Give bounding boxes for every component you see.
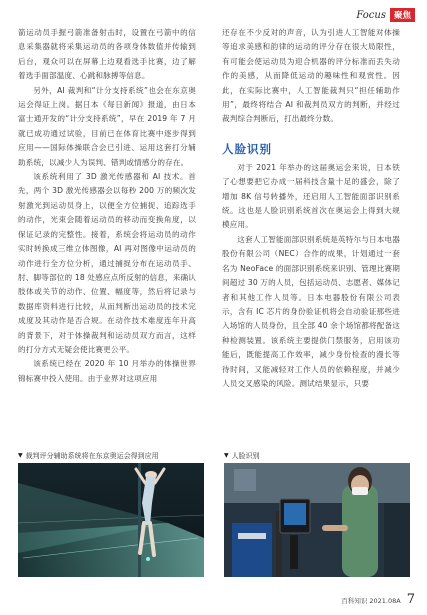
page-footer bbox=[341, 592, 415, 607]
triangle-marker-icon: ▼ bbox=[224, 452, 229, 459]
paragraph: 箭运动员手握弓箭准备射击时，设置在弓箭中的信息采集器就将采集运动员的各项身体数值并传输到后台，观众可以在屏幕上边观看选手比赛，边了解着选手面部温度、心跳和脉搏等信息。 bbox=[18, 28, 196, 81]
figure-gymnastics bbox=[18, 450, 204, 577]
figure-caption: ▼ 裁判评分辅助系统将在东京奥运会得到应用 bbox=[18, 451, 159, 460]
paragraph: 对于 2021 年举办的这届奥运会来说，日本铁了心想要把它办成一届科技含量十足的盛会，除了增加 8K 信号转播外，还启用人工智能面部识别系统。这也是人脸识别系统首次在奥运会上得到大规模应用。 bbox=[222, 162, 400, 230]
figure-face-recognition bbox=[224, 450, 410, 577]
left-column bbox=[18, 26, 196, 386]
right-column bbox=[222, 26, 400, 391]
triangle-marker-icon: ▼ bbox=[18, 452, 23, 459]
gymnast-laser-photo bbox=[18, 463, 204, 577]
journal-issue: 百科知识 2021.08A bbox=[341, 597, 401, 605]
figures-row bbox=[18, 450, 410, 580]
face-recognition-photo bbox=[224, 463, 410, 577]
section-title: 人脸识别 bbox=[222, 141, 272, 156]
paragraph: 还存在不少反对的声音，认为引进人工智能对体操等追求美感和韵律的运动的评分存在很大局限性，有可能会使运动员为迎合机器的评分标准而丢失动作的美感，从而降低运动的趣味性和观赏性。因此，在实际比赛中，人工智能裁判只“担任辅助作用”，最终将结合 AI 和裁判员双方的判断，并经过裁判综合判断后，打出最终分数。 bbox=[222, 28, 400, 124]
paragraph: 该系统利用了 3D 激光传感器和 AI 技术。首先，两个 3D 激光传感器会以每秒 200 万的频次发射激光到运动员身上，以便全方位捕捉、追踪选手的动作，光束会随着运动员的移动而变换角度，以保证记录的完整性。接着，系统会将运动员的动作实时转换成三维立体图像，AI 再对图像中运动员的动作进行全方位分析，通过捕捉分布在运动员手、肘、脚等部位的 18 处感应点所反射的信息，来确认肢体或关节的动作、位置、幅度等，然后将记录与数据库资料进行比较，从而判断出运动员的技术完成度及其动作是否合规。在动作技术难度连年升高的背景下，对于体操裁判和运动员双方而言，这样的打分方式无疑会使比赛更公平。 bbox=[18, 172, 196, 354]
paragraph: 这套人工智能面部识别系统是英特尔与日本电器股份有限公司（NEC）合作的成果，计划通过一套名为 NeoFace 的面部识别系统来识别、管理比赛期间超过 30 万的人员，包括运动员、志愿者、媒体记者和其他工作人员等。日本电器股份有限公司表示，含有 IC 芯片的身份验证机将会自动验证那些进入场馆的人员身份，且全部 40 余个场馆都将配备这种检测装置。该系统主要提供门禁服务，启用该功能后，既能提高工作效率，减少身份检查的漫长等待时间，又能减轻对工作人员的依赖程度，并减少人员交叉感染的风险。测试结果显示，只要 bbox=[222, 234, 400, 388]
paragraph: 另外，AI 裁判和“计分支持系统”也会在东京奥运会得证上岗。据日本《每日新闻》报道，由日本富士通开发的“计分支持系统”，早在 2019 年 7 月就已成功通过试验，目前已在体育比赛中逐步得到应用——国际体操联合会已引进、运用这套打分辅助系统，以减少人为误判、错判或情感分的存在。 bbox=[18, 85, 196, 167]
page-number: 7 bbox=[406, 592, 415, 607]
section-header bbox=[356, 8, 415, 22]
figure-caption: ▼ 人脸识别 bbox=[224, 451, 260, 460]
section-badge: 聚焦 bbox=[390, 8, 415, 22]
section-name-english: Focus bbox=[356, 9, 386, 21]
paragraph: 该系统已经在 2020 年 10 月举办的体操世界锦标赛中投入使用。由于业界对这项应用 bbox=[18, 359, 196, 383]
